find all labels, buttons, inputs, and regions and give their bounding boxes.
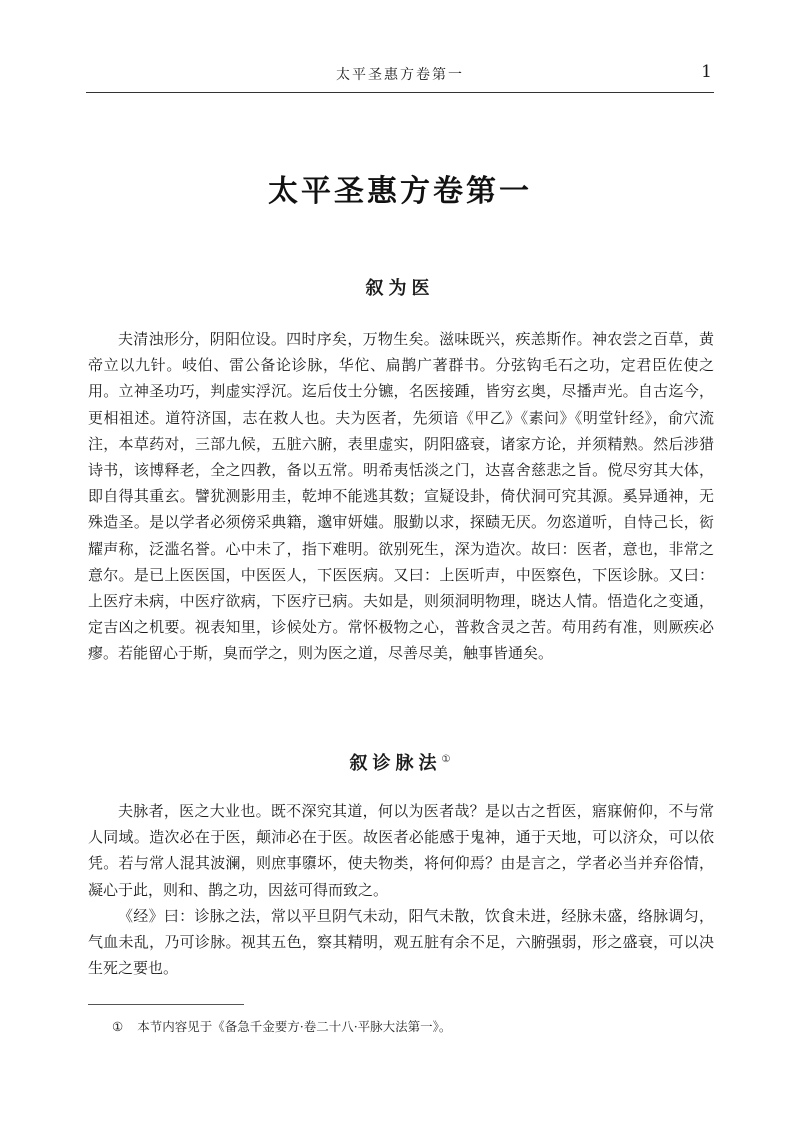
running-header (86, 60, 714, 93)
section-body-zhen-mai-fa (88, 798, 714, 981)
footnote-text: 本节内容见于《备急千金要方·卷二十八·平脉大法第一》。 (137, 1019, 452, 1034)
page-number: 1 (701, 62, 712, 82)
footnote (112, 1017, 451, 1035)
section-body-wei-yi (88, 326, 714, 667)
paragraph: 《经》曰：诊脉之法，常以平旦阴气未动，阳气未散，饮食未进，经脉未盛，络脉调匀，气血未乱，乃可诊脉。视其五色，察其精明，观五脏有余不足，六腑强弱，形之盛衰，可以决生死之要也。 (88, 906, 714, 978)
footnote-mark: ① (112, 1019, 124, 1034)
paragraph: 夫清浊形分，阴阳位设。四时序矣，万物生矣。滋味既兴，疾恙斯作。神农尝之百草，黄帝立以九针。岐伯、雷公备论诊脉，华佗、扁鹊广著群书。分弦钩毛石之功，定君臣佐使之用。立神圣功巧，判虚实浮沉。迄后伎士分镳，名医接踵，皆穷玄奥，尽播声光。自古迄今，更相祖述。道符济国，志在救人也。夫为医者，先须谙《甲乙》《素问》《明堂针经》，俞穴流注，本草药对，三部九候，五脏六腑，表里虚实，阴阳盛衰，诸家方论，并须精熟。然后涉猎诗书，该博释老，全之四教，备以五常。明希夷恬淡之门，达喜舍慈悲之旨。傥尽穷其大体，即自得其重玄。譬犹测影用圭，乾坤不能逃其数；宣疑设卦，倚伏洞可究其源。奚异通神，无殊造圣。是以学者必须傍采典籍，邈审妍媸。服勤以求，探赜无厌。勿恣道听，自恃己长，衒耀声称，泛滥名誉。心中未了，指下难明。欲别死生，深为造次。故曰：医者，意也，非常之意尔。是已上医医国，中医医人，下医医病。又曰：上医听声，中医察色，下医诊脉。又曰：上医疗未病，中医疗欲病，下医疗已病。夫如是，则须洞明物理，晓达人情。悟造化之变通，定吉凶之机要。视表知里，诊候处方。常怀极物之心，普救含灵之苦。苟用药有准，则厥疾必瘳。若能留心于斯，臭而学之，则为医之道，尽善尽美，触事皆通矣。 (88, 330, 714, 663)
footnote-reference[interactable]: ① (441, 754, 451, 765)
chapter-title: 太平圣惠方卷第一 (268, 174, 532, 209)
paragraph: 夫脉者，医之大业也。既不深究其道，何以为医者哉？是以古之哲医，寤寐俯仰，不与常人同域。造次必在于医，颠沛必在于医。故医者必能感于鬼神，通于天地，可以济众，可以依凭。若与常人混其波澜，则庶事隳坏，使夫物类，将何仰焉？由是言之，学者必当并弃俗情，凝心于此，则和、鹊之功，因兹可得而致之。 (88, 802, 714, 899)
section-title-text: 叙为医 (365, 278, 435, 299)
section-title-wei-yi (0, 274, 800, 300)
section-title-zhen-mai-fa (0, 749, 800, 775)
running-title: 太平圣惠方卷第一 (336, 67, 464, 83)
footnote-divider (88, 1004, 244, 1005)
section-title-text: 叙诊脉法 (349, 753, 442, 774)
